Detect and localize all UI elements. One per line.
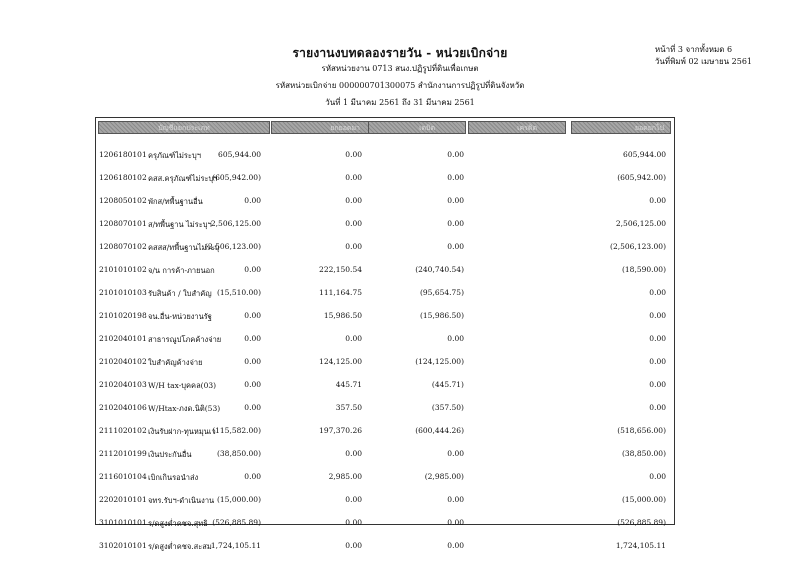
brought-forward-value: 0.00 — [244, 403, 261, 412]
table-header — [96, 118, 674, 138]
credit-value: (95,654.75) — [419, 288, 464, 297]
credit-value: 0.00 — [447, 541, 464, 550]
account-code: 2111020102 — [99, 426, 147, 435]
agency-code-line: รหัสหน่วยงาน 0713 สนง.ปฏิรูปที่ดินเพื่อเกษต — [321, 64, 479, 73]
account-code: 2101020198 — [99, 311, 147, 320]
carried-forward-value: 0.00 — [649, 196, 666, 205]
account-name: จทร.รับฯ-ดำเนินงาน — [148, 496, 215, 505]
debit-value: 0.00 — [345, 196, 362, 205]
brought-forward-value: (15,000.00) — [216, 495, 261, 504]
account-name: W/H tax-บุคคล(03) — [148, 381, 217, 390]
debit-value: 357.50 — [335, 403, 362, 412]
debit-value: 111,164.75 — [319, 288, 362, 297]
debit-value: 0.00 — [345, 495, 362, 504]
credit-value: 0.00 — [447, 518, 464, 527]
brought-forward-value: 0.00 — [244, 311, 261, 320]
carried-forward-value: 0.00 — [649, 357, 666, 366]
account-name: จ/น การค้า-ภายนอก — [148, 266, 215, 275]
table-row — [96, 214, 674, 237]
page-info — [655, 44, 752, 68]
table-row — [96, 490, 674, 513]
carried-forward-value: 0.00 — [649, 334, 666, 343]
table-row — [96, 329, 674, 352]
account-name: ร/ดสูงต่ำคชจ.สุทธิ — [148, 519, 208, 528]
brought-forward-value: (2,506,123.00) — [205, 242, 261, 251]
account-code: 2102040101 — [99, 334, 147, 343]
table-row — [96, 283, 674, 306]
debit-value: 197,370.26 — [319, 426, 362, 435]
account-name: สาธารณูปโภคค้างจ่าย — [148, 335, 222, 344]
account-code: 1206180102 — [99, 173, 147, 182]
account-code: 2112010199 — [99, 449, 147, 458]
brought-forward-value: 0.00 — [244, 196, 261, 205]
debit-value: 0.00 — [345, 150, 362, 159]
column-header-credit: เครดิต — [468, 121, 566, 134]
account-name: จน.อื่น-หน่วยงานรัฐ — [148, 312, 212, 321]
account-name: ร/ดสูงต่ำคชจ.สะสม — [148, 542, 212, 551]
table-row — [96, 467, 674, 490]
brought-forward-value: (526,885.89) — [212, 518, 261, 527]
brought-forward-value: 0.00 — [244, 380, 261, 389]
debit-value: 0.00 — [345, 541, 362, 550]
account-code: 3101010101 — [99, 518, 147, 527]
credit-value: 0.00 — [447, 334, 464, 343]
table-row — [96, 421, 674, 444]
account-code: 2116010104 — [99, 472, 147, 481]
report-title: รายงานงบทดลองรายวัน - หน่วยเบิกจ่าย — [292, 46, 508, 60]
credit-value: (357.50) — [431, 403, 464, 412]
credit-value: (124,125.00) — [415, 357, 464, 366]
carried-forward-value: 0.00 — [649, 403, 666, 412]
account-code: 2102040103 — [99, 380, 147, 389]
debit-value: 0.00 — [345, 518, 362, 527]
credit-value: (445.71) — [431, 380, 464, 389]
debit-value: 124,125.00 — [319, 357, 362, 366]
brought-forward-value: (38,850.00) — [216, 449, 261, 458]
account-name: เบิกเกินรอนำส่ง — [148, 473, 199, 482]
account-code: 3102010101 — [99, 541, 147, 550]
debit-value: 0.00 — [345, 449, 362, 458]
credit-value: 0.00 — [447, 449, 464, 458]
brought-forward-value: 605,944.00 — [218, 150, 261, 159]
carried-forward-value: 0.00 — [649, 380, 666, 389]
carried-forward-value: 2,506,125.00 — [615, 219, 666, 228]
print-date: วันที่พิมพ์ 02 เมษายน 2561 — [654, 57, 752, 66]
brought-forward-value: 1,724,105.11 — [210, 541, 261, 550]
carried-forward-value: 1,724,105.11 — [615, 541, 666, 550]
account-name: คสส.ครุภัณฑ์ไม่ระบุฯ — [148, 174, 218, 183]
debit-value: 445.71 — [335, 380, 362, 389]
credit-value: (2,985.00) — [424, 472, 464, 481]
account-code: 1206180101 — [99, 150, 147, 159]
account-name: เงินประกันอื่น — [148, 450, 192, 459]
credit-value: 0.00 — [447, 150, 464, 159]
debit-value: 15,986.50 — [323, 311, 362, 320]
trial-balance-table — [95, 117, 675, 551]
account-name: คสสส/ทพื้นฐานไม่ระบุ — [148, 243, 220, 252]
table-row — [96, 375, 674, 398]
credit-value: 0.00 — [447, 196, 464, 205]
debit-value: 222,150.54 — [319, 265, 362, 274]
account-code: 2202010101 — [99, 495, 147, 504]
table-body — [96, 145, 674, 559]
debit-value: 0.00 — [345, 334, 362, 343]
column-header-brought-forward: ยกยอดมา — [271, 121, 369, 134]
account-code: 2102040106 — [99, 403, 147, 412]
brought-forward-value: 0.00 — [244, 472, 261, 481]
account-code: 1208070102 — [99, 242, 147, 251]
account-name: รับสินค้า / ใบสำคัญ — [148, 289, 212, 298]
credit-value: (15,986.50) — [419, 311, 464, 320]
account-name: ครุภัณฑ์ไม่ระบุฯ — [148, 151, 201, 160]
account-code: 2101010102 — [99, 265, 147, 274]
page-number: หน้าที่ 3 จากทั้งหมด 6 — [654, 45, 733, 54]
table-row — [96, 260, 674, 283]
debit-value: 0.00 — [345, 242, 362, 251]
carried-forward-value: (526,885.89) — [617, 518, 666, 527]
carried-forward-value: (605,942.00) — [617, 173, 666, 182]
table-row — [96, 398, 674, 421]
account-name: ใบสำคัญค้างจ่าย — [148, 358, 203, 367]
debit-value: 0.00 — [345, 219, 362, 228]
debit-value: 0.00 — [345, 173, 362, 182]
table-row — [96, 352, 674, 375]
account-code: 2101010103 — [99, 288, 147, 297]
debit-value: 2,985.00 — [328, 472, 362, 481]
table-row — [96, 306, 674, 329]
account-name: เงินรับฝาก-ทุนหมุนเว — [148, 427, 216, 436]
brought-forward-value: (115,582.00) — [212, 426, 261, 435]
brought-forward-value: (15,510.00) — [216, 288, 261, 297]
credit-value: 0.00 — [447, 242, 464, 251]
account-code: 2102040102 — [99, 357, 147, 366]
date-range-line: วันที่ 1 มีนาคม 2561 ถึง 31 มีนาคม 2561 — [325, 98, 475, 107]
table-row — [96, 145, 674, 168]
brought-forward-value: 0.00 — [244, 334, 261, 343]
table-row — [96, 191, 674, 214]
table-row — [96, 237, 674, 260]
credit-value: 0.00 — [447, 219, 464, 228]
column-header-account: บัญชีแยกประเภท — [98, 121, 270, 134]
account-code: 1208070101 — [99, 219, 147, 228]
carried-forward-value: 0.00 — [649, 288, 666, 297]
account-name: พักส/ทพื้นฐานอื่น — [148, 197, 203, 206]
credit-value: 0.00 — [447, 173, 464, 182]
brought-forward-value: 0.00 — [244, 357, 261, 366]
account-code: 1208050102 — [99, 196, 147, 205]
carried-forward-value: (518,656.00) — [617, 426, 666, 435]
carried-forward-value: 0.00 — [649, 311, 666, 320]
disbursement-unit-line: รหัสหน่วยเบิกจ่าย 000000701300075 สำนักงานการปฏิรูปที่ดินจังหวัด — [275, 81, 525, 90]
carried-forward-value: 605,944.00 — [623, 150, 666, 159]
column-header-debit: เดบิต — [368, 121, 466, 134]
brought-forward-value: (605,942.00) — [212, 173, 261, 182]
carried-forward-value: (18,590.00) — [621, 265, 666, 274]
brought-forward-value: 0.00 — [244, 265, 261, 274]
table-row — [96, 168, 674, 191]
brought-forward-value: 2,506,125.00 — [210, 219, 261, 228]
carried-forward-value: (38,850.00) — [621, 449, 666, 458]
column-header-carried-forward: ยอดยกไป — [571, 121, 671, 134]
credit-value: (600,444.26) — [415, 426, 464, 435]
carried-forward-value: (2,506,123.00) — [610, 242, 666, 251]
table-row — [96, 536, 674, 559]
table-row — [96, 513, 674, 536]
account-name: ส/ทพื้นฐาน ไม่ระบุฯ — [148, 220, 212, 229]
carried-forward-value: (15,000.00) — [621, 495, 666, 504]
credit-value: 0.00 — [447, 495, 464, 504]
table-row — [96, 444, 674, 467]
credit-value: (240,740.54) — [415, 265, 464, 274]
carried-forward-value: 0.00 — [649, 472, 666, 481]
account-name: W/Htax-ภงด.นิติ(53) — [148, 404, 221, 413]
